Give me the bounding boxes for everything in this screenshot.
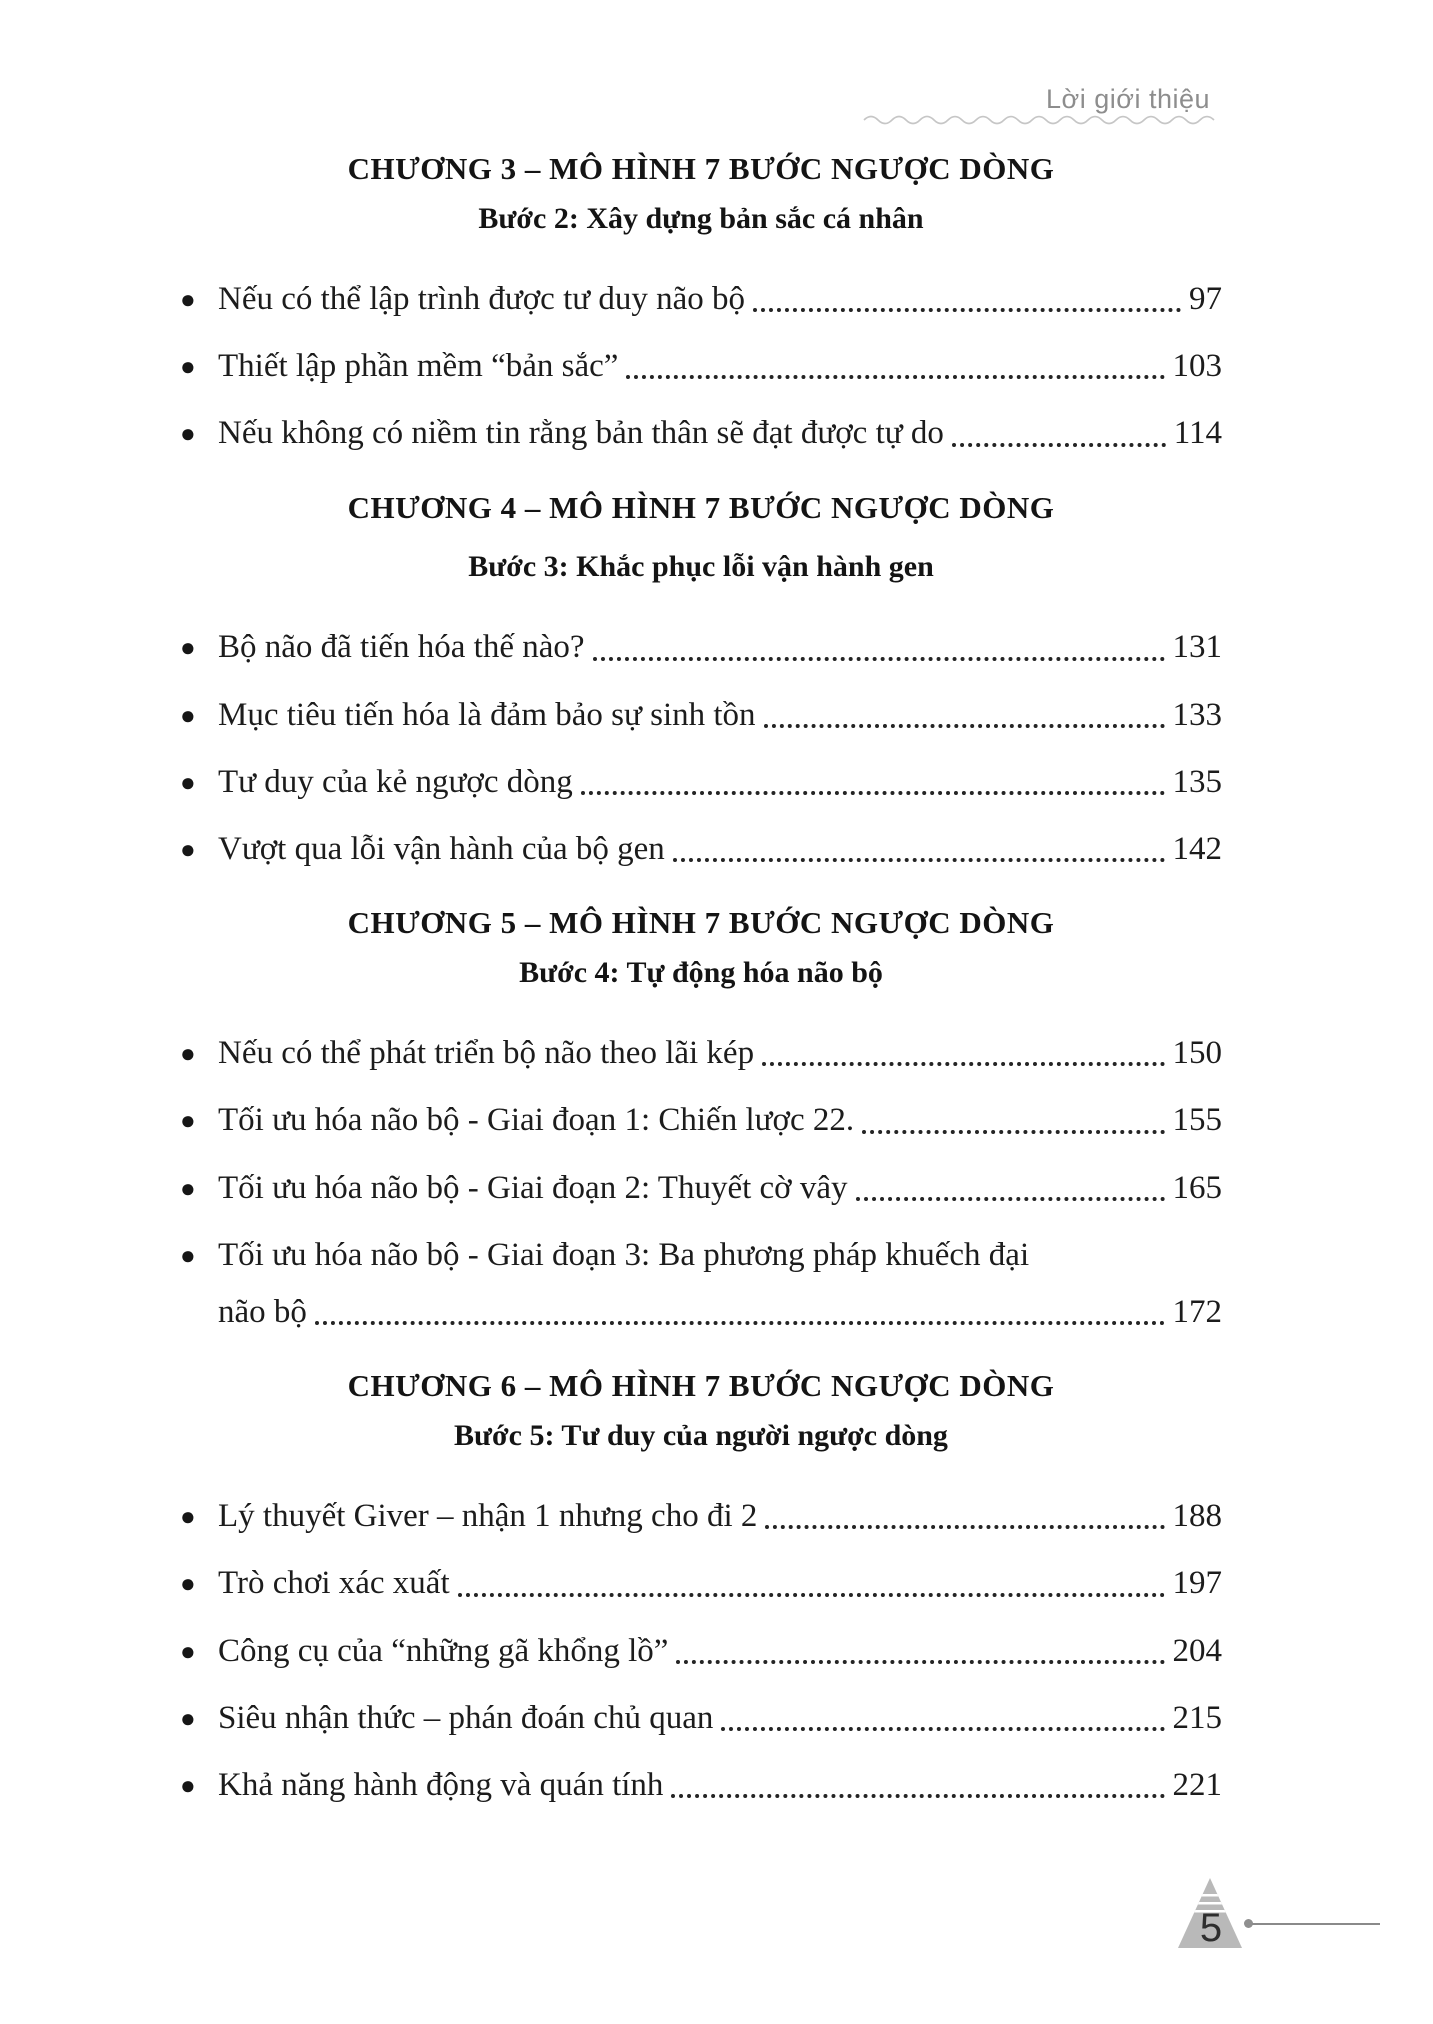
dot-leader — [626, 375, 1164, 379]
toc-page-number: 215 — [1172, 1699, 1222, 1736]
dot-leader — [753, 308, 1181, 312]
toc-title: Công cụ của “những gã khổng lồ” — [218, 1632, 669, 1669]
dot-leader — [458, 1593, 1165, 1597]
toc-page-number: 188 — [1172, 1498, 1222, 1534]
toc-page-number: 131 — [1172, 629, 1222, 666]
toc-item — [180, 1698, 1222, 1739]
bullet-icon: ● — [180, 767, 196, 797]
page-number: 5 — [1199, 1906, 1223, 1948]
toc-page-number: 165 — [1172, 1169, 1222, 1206]
toc-title-line1: Tối ưu hóa não bộ - Giai đoạn 3: Ba phương pháp khuếch đại — [218, 1236, 1030, 1273]
toc-item — [180, 762, 1222, 803]
toc-item — [180, 279, 1222, 320]
toc-title: Nếu có thể lập trình được tư duy não bộ — [218, 280, 746, 317]
bullet-icon: ● — [180, 352, 196, 381]
toc-page-number: 197 — [1172, 1565, 1222, 1602]
bullet-icon: ● — [180, 1569, 196, 1599]
toc-title: Nếu không có niềm tin rằng bản thân sẽ đạt được tự do — [218, 415, 944, 452]
bullet-icon: ● — [180, 419, 196, 449]
toc-page-number: 172 — [1172, 1294, 1222, 1330]
dot-leader — [762, 1062, 1164, 1066]
bullet-icon: ● — [180, 1703, 196, 1733]
dot-leader — [581, 791, 1165, 795]
toc-title: Tư duy của kẻ ngược dòng — [218, 763, 573, 800]
dot-leader — [673, 858, 1165, 862]
toc-page-number: 114 — [1173, 415, 1222, 452]
pyramid-logo — [1178, 1878, 1242, 1948]
toc-item — [180, 1496, 1222, 1537]
toc-item — [180, 413, 1222, 454]
toc-list — [180, 627, 1222, 870]
toc-item — [180, 1100, 1222, 1141]
toc-page-number: 103 — [1172, 348, 1222, 384]
bullet-icon: ● — [180, 1240, 196, 1270]
toc-item — [180, 1235, 1222, 1334]
toc-title: Tối ưu hóa não bộ - Giai đoạn 1: Chiến lược 22. — [218, 1102, 855, 1139]
chapter-title: CHƯƠNG 5 – MÔ HÌNH 7 BƯỚC NGƯỢC DÒNG — [347, 905, 1055, 941]
chapter-title: CHƯƠNG 6 – MÔ HÌNH 7 BƯỚC NGƯỢC DÒNG — [347, 1368, 1055, 1404]
toc-page-number: 133 — [1172, 696, 1222, 733]
dot-leader — [315, 1321, 1165, 1325]
bullet-icon: ● — [180, 633, 196, 663]
toc-item — [180, 346, 1222, 387]
toc-title: Tối ưu hóa não bộ - Giai đoạn 2: Thuyết cờ vây — [218, 1169, 848, 1206]
toc-title: Siêu nhận thức – phán đoán chủ quan — [218, 1699, 714, 1736]
step-title: Bước 4: Tự động hóa não bộ — [519, 956, 883, 989]
toc-page-number: 142 — [1172, 831, 1222, 867]
toc-page-number: 204 — [1172, 1632, 1222, 1669]
chapter-section — [180, 150, 1222, 455]
toc-item — [180, 627, 1222, 668]
toc-item — [180, 1563, 1222, 1604]
toc-page-number: 150 — [1172, 1035, 1222, 1071]
bullet-icon: ● — [180, 284, 196, 314]
toc-page-number: 221 — [1172, 1767, 1222, 1803]
toc-title: Lý thuyết Giver – nhận 1 nhưng cho đi 2 — [218, 1498, 758, 1534]
toc-list — [180, 1033, 1222, 1333]
step-title: Bước 5: Tư duy của người ngược dòng — [454, 1419, 948, 1452]
bullet-icon: ● — [180, 1771, 196, 1800]
toc-item — [180, 829, 1222, 870]
table-of-contents — [180, 150, 1222, 1840]
chapter-title: CHƯƠNG 3 – MÔ HÌNH 7 BƯỚC NGƯỢC DÒNG — [347, 151, 1055, 186]
bullet-icon: ● — [180, 700, 196, 730]
dot-leader — [862, 1130, 1164, 1134]
chapter-title: CHƯƠNG 4 – MÔ HÌNH 7 BƯỚC NGƯỢC DÒNG — [347, 489, 1055, 525]
toc-page-number: 135 — [1172, 763, 1222, 800]
dot-leader — [721, 1727, 1164, 1731]
toc-title-line2: não bộ — [218, 1294, 307, 1330]
toc-title: Thiết lập phần mềm “bản sắc” — [218, 348, 619, 384]
dot-leader — [593, 657, 1165, 661]
wavy-divider — [863, 114, 1217, 126]
toc-page-number: 155 — [1172, 1102, 1222, 1139]
toc-item — [180, 695, 1222, 736]
dot-leader — [856, 1197, 1165, 1201]
bullet-icon: ● — [180, 1106, 196, 1136]
dot-leader — [764, 724, 1165, 728]
step-title: Bước 2: Xây dựng bản sắc cá nhân — [478, 201, 924, 235]
dot-leader — [952, 443, 1166, 447]
toc-list — [180, 1496, 1222, 1806]
bullet-icon: ● — [180, 1173, 196, 1203]
chapter-section — [180, 1367, 1222, 1806]
toc-item — [180, 1033, 1222, 1074]
toc-title: Vượt qua lỗi vận hành của bộ gen — [218, 831, 665, 867]
toc-item — [180, 1168, 1222, 1209]
running-header-title: Lời giới thiệu — [1046, 84, 1210, 114]
toc-title: Trò chơi xác xuất — [218, 1565, 450, 1602]
bullet-icon: ● — [180, 1502, 196, 1531]
toc-page-number: 97 — [1189, 280, 1222, 317]
toc-item — [180, 1631, 1222, 1672]
chapter-section — [180, 904, 1222, 1333]
toc-list — [180, 279, 1222, 455]
toc-title: Mục tiêu tiến hóa là đảm bảo sự sinh tồn — [218, 696, 756, 733]
bullet-icon: ● — [180, 1636, 196, 1666]
dot-leader — [671, 1794, 1164, 1798]
bullet-icon: ● — [180, 835, 196, 864]
dot-leader — [765, 1525, 1164, 1529]
bullet-icon: ● — [180, 1039, 196, 1068]
toc-title: Bộ não đã tiến hóa thế nào? — [218, 629, 585, 666]
toc-item — [180, 1765, 1222, 1806]
toc-title: Nếu có thể phát triển bộ não theo lãi kép — [218, 1035, 755, 1071]
step-title: Bước 3: Khắc phục lỗi vận hành gen — [468, 550, 934, 584]
footer-rule — [1252, 1923, 1380, 1925]
chapter-section — [180, 489, 1222, 871]
toc-title: Khả năng hành động và quán tính — [218, 1767, 664, 1803]
dot-leader — [676, 1660, 1164, 1664]
